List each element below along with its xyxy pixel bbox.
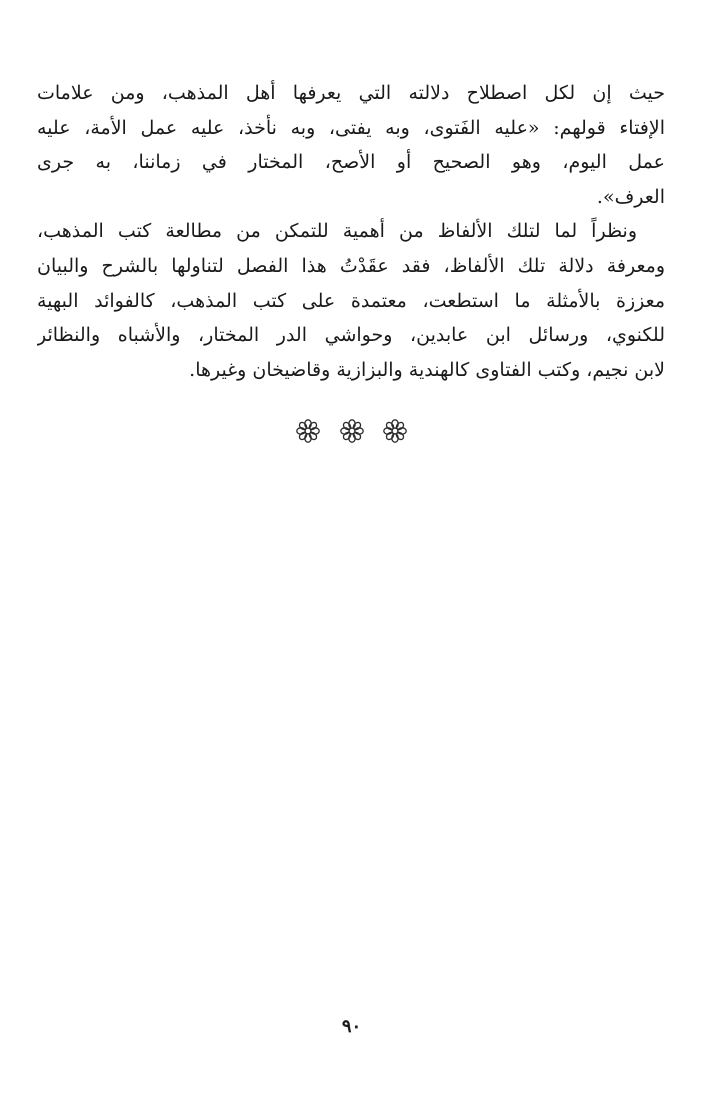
- text-line: ونظراً لما لتلك الألفاظ من أهمية للتمكن من مطالعة كتب المذهب،: [37, 220, 637, 243]
- rosette-icon: [339, 418, 365, 444]
- text-line: معززة بالأمثلة ما استطعت، معتمدة على كتب المذهب، كالفوائد البهية: [37, 289, 665, 312]
- text-line: للكنوي، ورسائل ابن عابدين، وحواشي الدر المختار، والأشباه والنظائر: [37, 324, 665, 347]
- rosette-icon: [382, 418, 408, 444]
- section-divider: [0, 418, 703, 444]
- text-line: حيث إن لكل اصطلاح دلالته التي يعرفها أهل المذهب، ومن علامات: [37, 82, 665, 104]
- rosette-icon: [295, 418, 321, 444]
- page-number: ٩٠: [341, 1016, 362, 1037]
- text-line: العرف».: [596, 185, 665, 208]
- text-line: لابن نجيم، وكتب الفتاوى كالهندية والبزازية وقاضيخان وغيرها.: [189, 358, 665, 381]
- body-text: [37, 76, 665, 387]
- text-line: ومعرفة دلالة تلك الألفاظ، فقد عقَدْتُ هذا الفصل لتناولها بالشرح والبيان: [37, 254, 665, 277]
- text-line: الإفتاء قولهم: «عليه الفَتوى، وبه يفتى، وبه نأخذ، عليه عمل الأمة، عليه: [37, 116, 665, 139]
- text-line: عمل اليوم، وهو الصحيح أو الأصح، المختار في زماننا، به جرى: [37, 151, 665, 174]
